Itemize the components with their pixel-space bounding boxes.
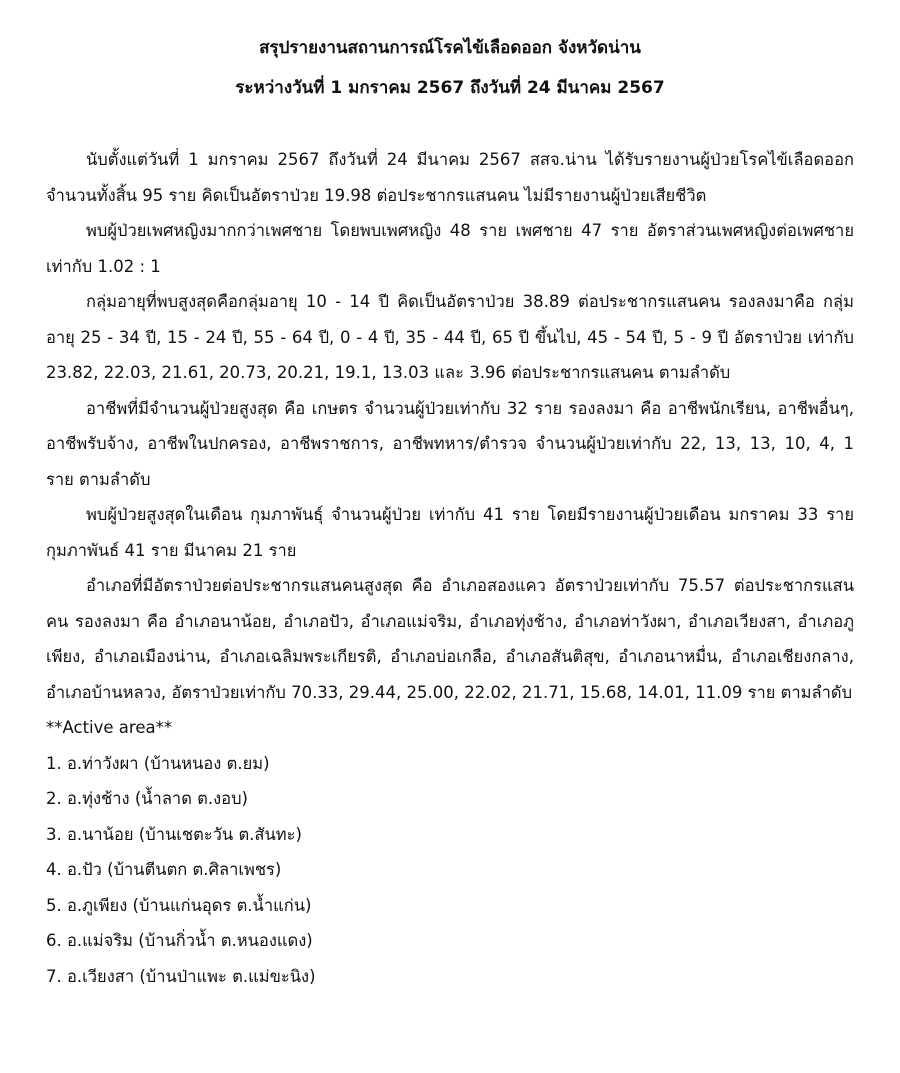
paragraph-age-group: กลุ่มอายุที่พบสูงสุดคือกลุ่มอายุ 10 - 14 ปี คิดเป็นอัตราป่วย 38.89 ต่อประชากรแสนคน รองลงมาคือ กลุ่มอายุ 25 - 34 ปี, 15 - 24 ปี, 55 - 64 ปี, 0 - 4 ปี, 35 - 44 ปี, 65 ปี ขึ้นไป, 45 - 54 ปี, 5 - 9 ปี อัตราป่วย เท่ากับ 23.82, 22.03, 21.61, 20.73, 20.21, 19.1, 13.03 และ 3.96 ต่อประชากรแสนคน ตามลำดับ bbox=[46, 292, 854, 382]
active-area-header: **Active area** bbox=[46, 718, 173, 737]
paragraph-occupation: อาชีพที่มีจำนวนผู้ป่วยสูงสุด คือ เกษตร จำนวนผู้ป่วยเท่ากับ 32 ราย รองลงมา คือ อาชีพนักเรียน, อาชีพอื่นๆ, อาชีพรับจ้าง, อาชีพในปกครอง, อาชีพราชการ, อาชีพทหาร/ตำรวจ จำนวนผู้ป่วยเท่ากับ 22, 13, 13, 10, 4, 1 ราย ตามลำดับ bbox=[46, 398, 854, 489]
paragraph-monthly: พบผู้ป่วยสูงสุดในเดือน กุมภาพันธุ์ จำนวนผู้ป่วย เท่ากับ 41 ราย โดยมีรายงานผู้ป่วยเดือน มกราคม 33 ราย กุมภาพันธ์ 41 ราย มีนาคม 21 ราย bbox=[46, 505, 854, 560]
active-area-item: 1. อ.ท่าวังผา (บ้านหนอง ต.ยม) bbox=[46, 753, 270, 773]
paragraph-district: อำเภอที่มีอัตราป่วยต่อประชากรแสนคนสูงสุด คือ อำเภอสองแคว อัตราป่วยเท่ากับ 75.57 ต่อประชากรแสนคน รองลงมา คือ อำเภอนาน้อย, อำเภอปัว, อำเภอแม่จริม, อำเภอทุ่งช้าง, อำเภอท่าวังผา, อำเภอเวียงสา, อำเภอภูเพียง, อำเภอเมืองน่าน, อำเภอเฉลิมพระเกียรติ, อำเภอบ่อเกลือ, อำเภอสันติสุข, อำเภอนาหมื่น, อำเภอเชียงกลาง, อำเภอบ้านหลวง, อัตราป่วยเท่ากับ 70.33, 29.44, 25.00, 22.02, 21.71, 15.68, 14.01, 11.09 ราย ตามลำดับ bbox=[46, 576, 854, 702]
active-area-item: 4. อ.ปัว (บ้านตีนตก ต.ศิลาเพชร) bbox=[46, 860, 282, 879]
paragraph-gender: พบผู้ป่วยเพศหญิงมากกว่าเพศชาย โดยพบเพศหญิง 48 ราย เพศชาย 47 ราย อัตราส่วนเพศหญิงต่อเพศชาย เท่ากับ 1.02 : 1 bbox=[46, 221, 854, 276]
paragraph-total-cases: นับตั้งแต่วันที่ 1 มกราคม 2567 ถึงวันที่ 24 มีนาคม 2567 สสจ.น่าน ได้รับรายงานผู้ป่วยโรคไข้เลือดออก จำนวนทั้งสิ้น 95 ราย คิดเป็นอัตราป่วย 19.98 ต่อประชากรแสนคน ไม่มีรายงานผู้ป่วยเสียชีวิต bbox=[46, 150, 854, 205]
report-title-line-2: ระหว่างวันที่ 1 มกราคม 2567 ถึงวันที่ 24 มีนาคม 2567 bbox=[235, 78, 665, 98]
report-title-line-1: สรุปรายงานสถานการณ์โรคไข้เลือดออก จังหวัดน่าน bbox=[259, 38, 641, 58]
active-area-item: 3. อ.นาน้อย (บ้านเชตะวัน ต.สันทะ) bbox=[46, 824, 302, 844]
active-area-item: 7. อ.เวียงสา (บ้านป่าแพะ ต.แม่ขะนิง) bbox=[46, 966, 316, 986]
active-area-list bbox=[46, 746, 854, 995]
report-body bbox=[46, 142, 854, 994]
active-area-item: 6. อ.แม่จริม (บ้านกิ่วน้ำ ต.หนองแดง) bbox=[46, 931, 313, 950]
active-area-item: 5. อ.ภูเพียง (บ้านแก่นอุดร ต.น้ำแก่น) bbox=[46, 895, 312, 915]
active-area-item: 2. อ.ทุ่งช้าง (น้ำลาด ต.งอบ) bbox=[46, 789, 248, 808]
